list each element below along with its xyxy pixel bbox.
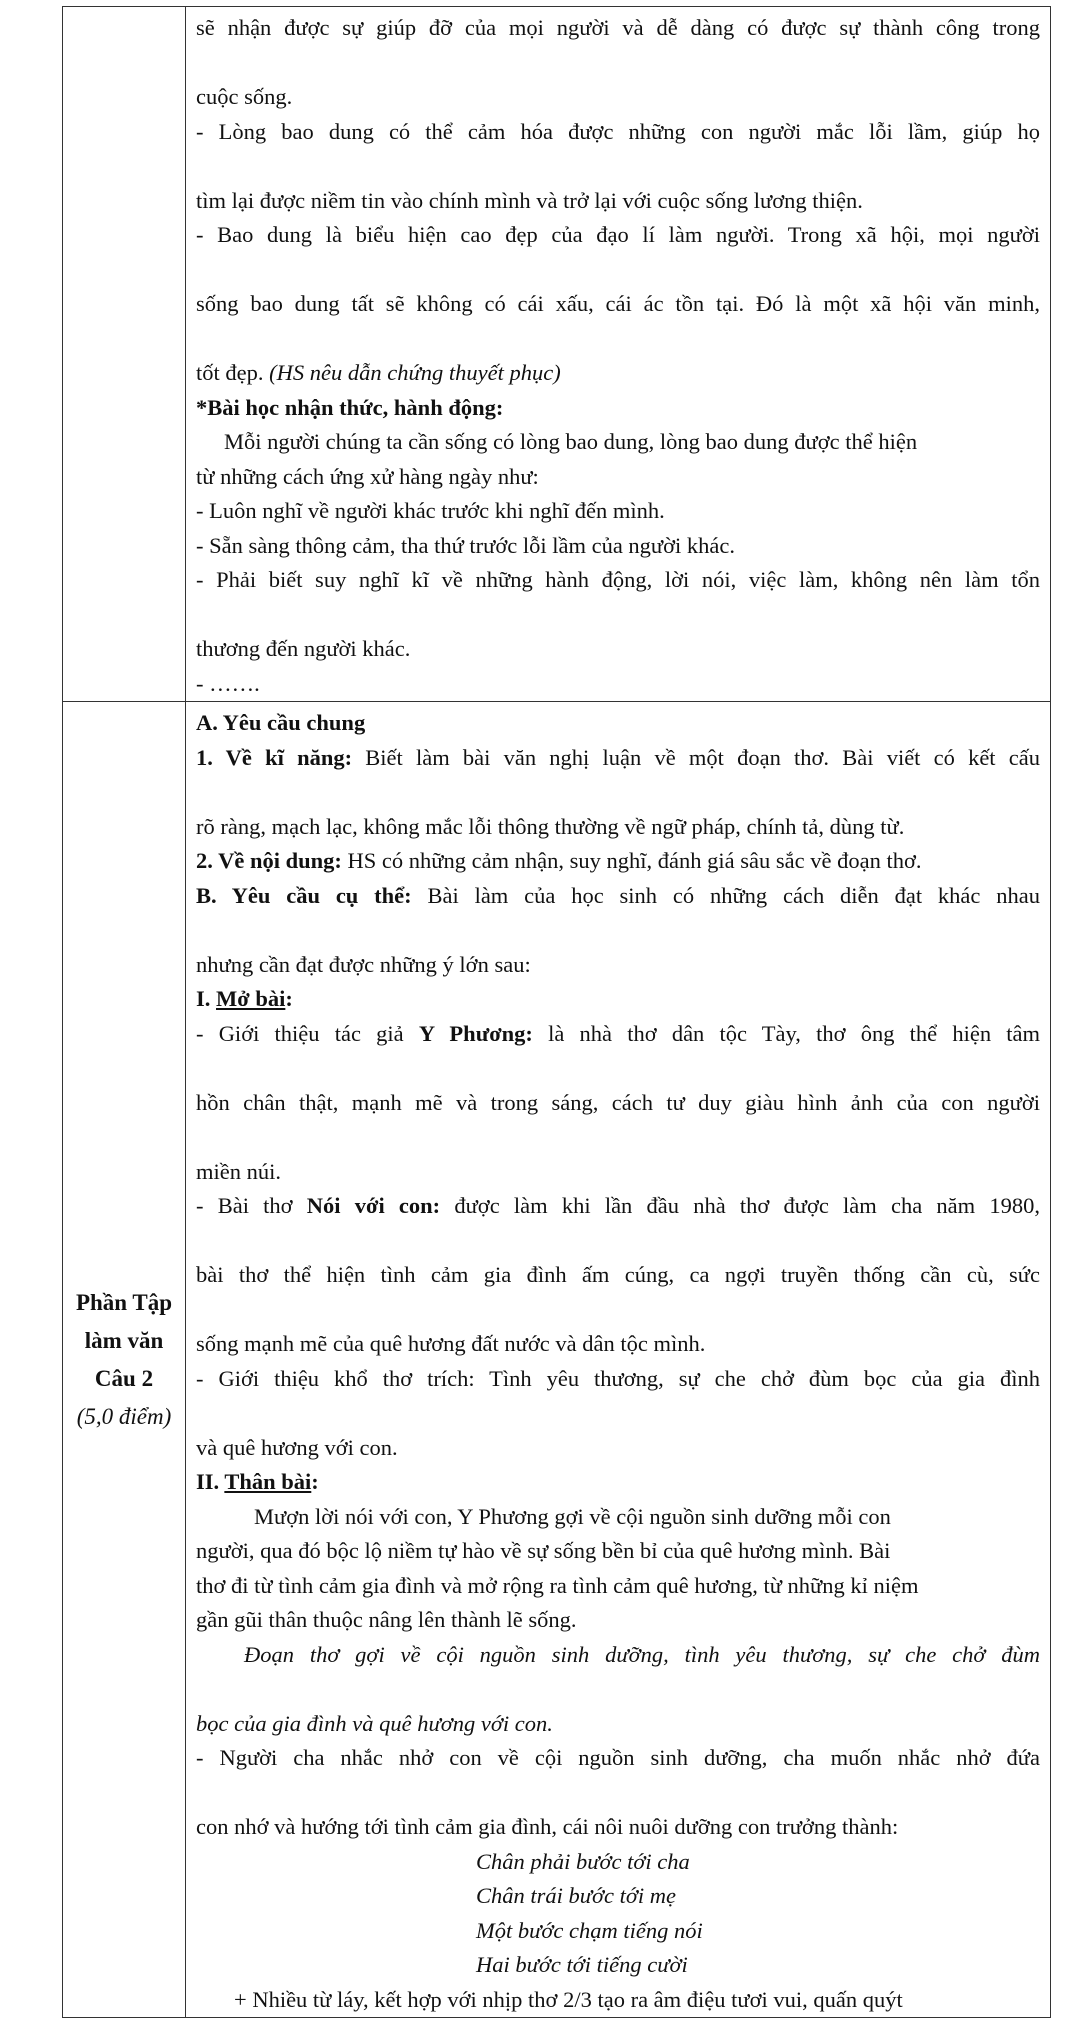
text-span: HS có những cảm nhận, suy nghĩ, đánh giá sâu sắc về đoạn thơ. bbox=[341, 848, 922, 873]
text-line: sống mạnh mẽ của quê hương đất nước và dân tộc mình. bbox=[196, 1331, 706, 1356]
text-span: II. bbox=[196, 1469, 225, 1494]
text-line: sống bao dung tất sẽ không có cái xấu, cái ác tồn tại. Đó là một xã hội văn minh, bbox=[196, 291, 1040, 316]
text-line: người, qua đó bộc lộ niềm tự hào về sự sống bền bỉ của quê hương mình. Bài bbox=[196, 1538, 891, 1563]
text-line bbox=[196, 879, 1040, 948]
text-line: con nhớ và hướng tới tình cảm gia đình, cái nôi nuôi dưỡng con trưởng thành: bbox=[196, 1814, 899, 1839]
poem-line: Một bước chạm tiếng nói bbox=[476, 1917, 703, 1943]
text-line bbox=[196, 1017, 1040, 1086]
text-line: bài thơ thể hiện tình cảm gia đình ấm cúng, ca ngợi truyền thống cần cù, sức bbox=[196, 1262, 1040, 1287]
intro-heading bbox=[196, 982, 1040, 1017]
poem-line: Hai bước tới tiếng cười bbox=[476, 1952, 688, 1977]
text-span: tốt đẹp. bbox=[196, 360, 264, 385]
text-line: bọc của gia đình và quê hương với con. bbox=[196, 1710, 553, 1736]
content-label: 2. Về nội dung: bbox=[196, 848, 342, 873]
author-name: Y Phương: bbox=[418, 1020, 533, 1046]
text-line: tìm lại được niềm tin vào chính mình và trở lại với cuộc sống lương thiện. bbox=[196, 187, 863, 213]
text-line: từ những cách ứng xử hàng ngày như: bbox=[196, 463, 539, 489]
text-span: I. bbox=[196, 986, 217, 1011]
table-row bbox=[63, 7, 1051, 702]
section-label bbox=[63, 702, 185, 2017]
score: (5,0 điểm) bbox=[76, 1403, 172, 1429]
text-span: : bbox=[311, 1469, 319, 1494]
text-line: sẽ nhận được sự giúp đỡ của mọi người và dễ dàng có được sự thành công trong bbox=[196, 15, 1040, 40]
poem-line: Chân phải bước tới cha bbox=[476, 1848, 690, 1874]
text-line: - Luôn nghĩ về người khác trước khi nghĩ đến mình. bbox=[196, 498, 665, 523]
answer-table bbox=[62, 6, 1051, 2018]
text-line: nhưng cần đạt được những ý lớn sau: bbox=[196, 951, 531, 977]
row2-content bbox=[186, 702, 1050, 2017]
text-line: - Bao dung là biểu hiện cao đẹp của đạo lí làm người. Trong xã hội, mọi người bbox=[196, 222, 1040, 247]
question-number: Câu 2 bbox=[94, 1365, 154, 1391]
text-line: Đoạn thơ gợi về cội nguồn sinh dưỡng, tình yêu thương, sự che chở đùm bbox=[244, 1641, 1040, 1667]
left-cell-empty bbox=[63, 7, 186, 702]
text-line: hồn chân thật, mạnh mẽ và trong sáng, cách tư duy giàu hình ảnh của con người bbox=[196, 1089, 1040, 1115]
text-line: và quê hương với con. bbox=[196, 1434, 398, 1460]
left-cell bbox=[63, 702, 186, 2018]
text-span: - Bài thơ bbox=[196, 1193, 307, 1218]
text-line: - ……. bbox=[196, 670, 260, 696]
text-span: : bbox=[285, 986, 293, 1011]
text-line: thơ đi từ tình cảm gia đình và mở rộng ra tình cảm quê hương, từ những kỉ niệm bbox=[196, 1572, 919, 1598]
right-cell bbox=[186, 702, 1051, 2018]
evidence-note: (HS nêu dẫn chứng thuyết phục) bbox=[269, 360, 561, 385]
text-line: + Nhiều từ láy, kết hợp với nhịp thơ 2/3 tạo ra âm điệu tươi vui, quấn quýt bbox=[234, 1986, 903, 2012]
section-title-line: làm văn bbox=[84, 1327, 164, 1353]
text-span: Thân bài bbox=[224, 1469, 312, 1494]
section-title-line: Phần Tập bbox=[75, 1289, 173, 1315]
text-span: được làm khi lần đầu nhà thơ được làm cha năm 1980, bbox=[440, 1193, 1041, 1218]
body-heading bbox=[196, 1465, 1040, 1500]
right-cell bbox=[186, 7, 1051, 702]
text-line: cuộc sống. bbox=[196, 84, 293, 109]
text-line: miền núi. bbox=[196, 1158, 281, 1184]
text-line: - Sẵn sàng thông cảm, tha thứ trước lỗi lầm của người khác. bbox=[196, 532, 736, 558]
lesson-heading: *Bài học nhận thức, hành động: bbox=[196, 394, 504, 420]
text-line bbox=[196, 356, 1040, 391]
section-b-label: B. Yêu cầu cụ thể: bbox=[196, 882, 412, 908]
text-span: Biết làm bài văn nghị luận về một đoạn thơ. Bài viết có kết cấu bbox=[352, 744, 1040, 770]
text-line: - Người cha nhắc nhở con về cội nguồn sinh dưỡng, cha muốn nhắc nhở đứa bbox=[196, 1745, 1040, 1770]
text-line bbox=[196, 1189, 1040, 1258]
poem-line: Chân trái bước tới mẹ bbox=[476, 1883, 677, 1908]
table-row bbox=[63, 702, 1051, 2018]
text-span: là nhà thơ dân tộc Tày, thơ ông thể hiện tâm bbox=[532, 1020, 1041, 1046]
text-line: Mỗi người chúng ta cần sống có lòng bao dung, lòng bao dung được thể hiện bbox=[224, 429, 918, 454]
section-a-heading: A. Yêu cầu chung bbox=[196, 710, 366, 735]
row1-content bbox=[186, 7, 1050, 701]
skill-label: 1. Về kĩ năng: bbox=[196, 744, 353, 770]
text-span: - Giới thiệu tác giả bbox=[196, 1020, 419, 1046]
text-line: - Lòng bao dung có thể cảm hóa được những con người mắc lỗi lầm, giúp họ bbox=[196, 118, 1040, 144]
text-line bbox=[196, 844, 1040, 879]
text-line: gần gũi thân thuộc nâng lên thành lẽ sống. bbox=[196, 1607, 577, 1632]
text-line: - Giới thiệu khổ thơ trích: Tình yêu thương, sự che chở đùm bọc của gia đình bbox=[196, 1365, 1040, 1391]
text-line bbox=[196, 741, 1040, 810]
text-span: Bài làm của học sinh có những cách diễn đạt khác nhau bbox=[411, 882, 1040, 908]
text-line: rõ ràng, mạch lạc, không mắc lỗi thông thường về ngữ pháp, chính tả, dùng từ. bbox=[196, 813, 905, 839]
text-line: Mượn lời nói với con, Y Phương gợi về cội nguồn sinh dưỡng mỗi con bbox=[254, 1503, 891, 1529]
text-span: Mở bài bbox=[216, 986, 286, 1011]
poem-name: Nói với con: bbox=[306, 1193, 441, 1218]
text-line: thương đến người khác. bbox=[196, 636, 411, 661]
text-line: - Phải biết suy nghĩ kĩ về những hành động, lời nói, việc làm, không nên làm tổn bbox=[196, 567, 1040, 592]
